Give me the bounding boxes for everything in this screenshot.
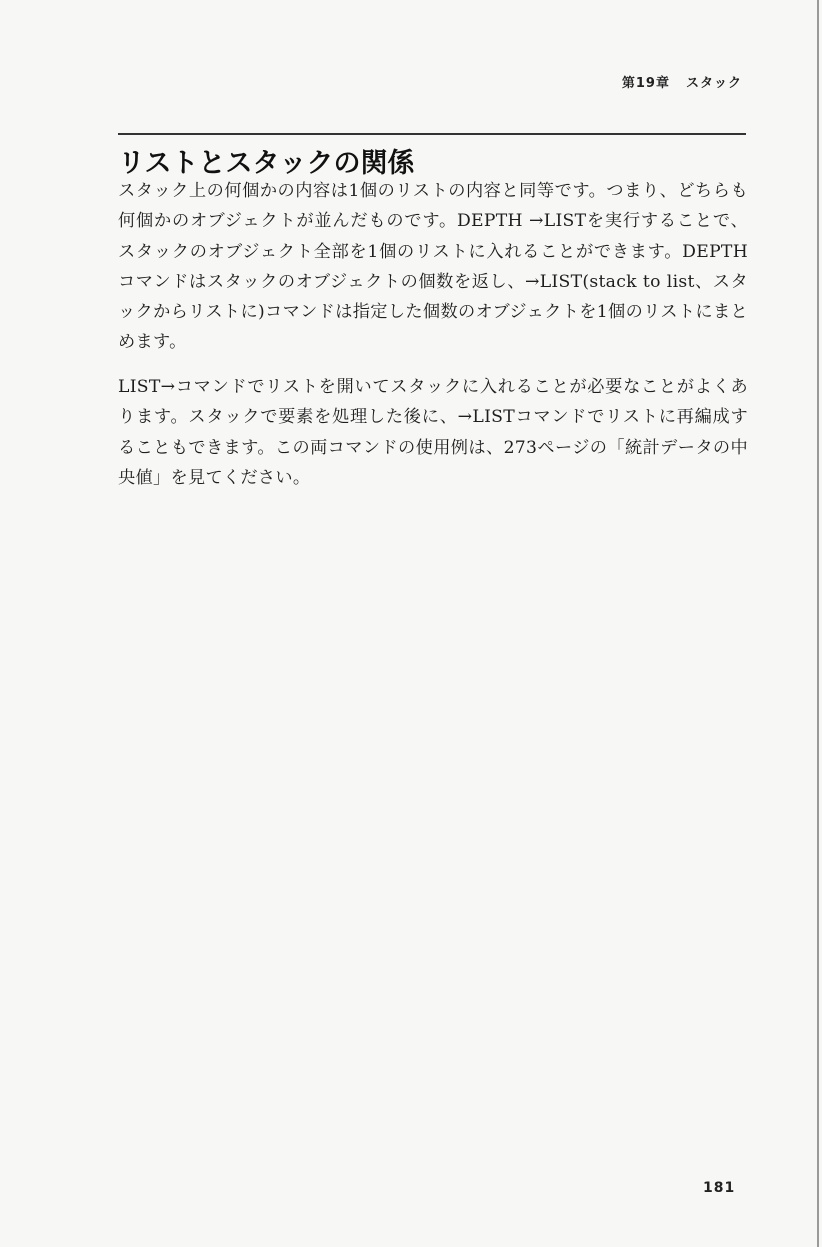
running-header xyxy=(622,72,742,91)
body-paragraph-1: スタック上の何個かの内容は1個のリストの内容と同等です。つまり、どちらも何個かのオブジェクトが並んだものです。DEPTH →LISTを実行することで、スタックのオブジェクト全部を1個のリストに入れることができます。DEPTHコマンドはスタックのオブジェクトの個数を返し、→LIST(stack to list、スタックからリストに)コマンドは指定した個数のオブジェクトを1個のリストにまとめます。 xyxy=(118,181,748,353)
page-edge-line xyxy=(817,0,819,1247)
chapter-number: 第19章 xyxy=(621,76,670,91)
section-rule xyxy=(118,133,746,135)
body-paragraph-2: LIST→コマンドでリストを開いてスタックに入れることが必要なことがよくあります。スタックで要素を処理した後に、→LISTコマンドでリストに再編成することもできます。この両コマンドの使用例は、273ページの「統計データの中央値」を見てください。 xyxy=(118,377,748,488)
page-number: 181 xyxy=(703,1180,736,1196)
chapter-title: スタック xyxy=(685,76,742,91)
section-title: リストとスタックの関係 xyxy=(118,148,415,179)
